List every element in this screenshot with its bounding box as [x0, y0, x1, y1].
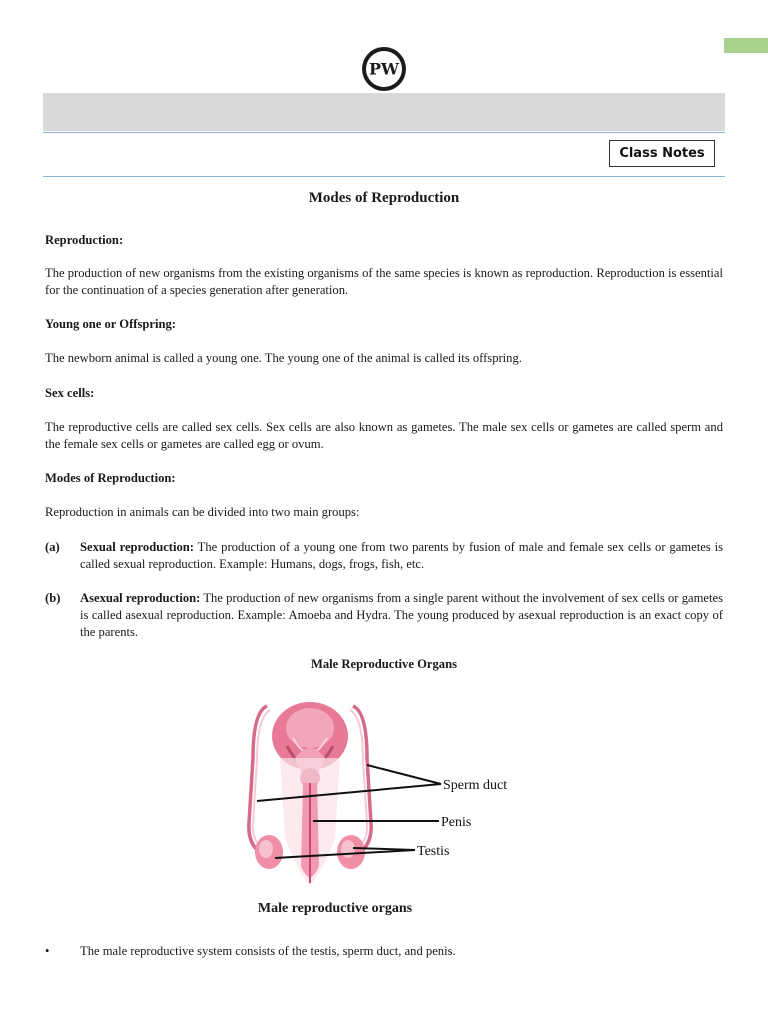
label-penis: Penis — [441, 815, 472, 830]
list-item-text — [80, 539, 723, 573]
definition-asexual-reproduction: The production of new organisms from a single parent without the involvement of sex cells or gametes is called asexual reproduction. Example: Amoeba and Hydra. The young produced by asexual reproduction is an exact copy of the parents. — [80, 591, 723, 639]
figure-title: Male Reproductive Organs — [311, 657, 457, 671]
logo-text: PW — [369, 59, 399, 79]
definition-sexual-reproduction: The production of a young one from two parents by fusion of male and female sex cells or gametes is called sexual reproduction. Example: Humans, dogs, frogs, fish, etc. — [80, 540, 723, 571]
class-notes-badge: Class Notes — [609, 140, 715, 167]
pw-logo — [361, 46, 407, 92]
term-asexual-reproduction: Asexual reproduction: — [80, 591, 201, 605]
label-testis: Testis — [417, 844, 450, 859]
para-reproduction: The production of new organisms from the existing organisms of the same species is known as reproduction. Reproduction is essential for the continuation of a species generation after generation. — [45, 266, 723, 297]
label-sperm-duct: Sperm duct — [443, 778, 508, 793]
header-rule-top — [43, 132, 725, 133]
para-sex-cells: The reproductive cells are called sex cells. Sex cells are also known as gametes. The male sex cells or gametes are called sperm and the female sex cells or gametes are called egg or ovum. — [45, 420, 723, 451]
heading-modes: Modes of Reproduction: — [45, 471, 176, 485]
term-sexual-reproduction: Sexual reproduction: — [80, 540, 194, 554]
bullet-text: The male reproductive system consists of the testis, sperm duct, and penis. — [80, 944, 456, 958]
figure-caption: Male reproductive organs — [257, 901, 413, 916]
para-young-one: The newborn animal is called a young one. The young one of the animal is called its offspring. — [45, 351, 522, 365]
bullet-symbol: • — [45, 944, 50, 958]
corner-tab — [724, 38, 768, 53]
document-title: Modes of Reproduction — [308, 190, 460, 206]
organ-illustration — [249, 702, 371, 886]
para-modes: Reproduction in animals can be divided into two main groups: — [45, 505, 360, 519]
heading-young-one: Young one or Offspring: — [45, 317, 176, 331]
list-item-letter: (a) — [45, 540, 60, 554]
heading-reproduction: Reproduction: — [45, 233, 124, 247]
header-rule-bottom — [43, 176, 725, 177]
list-item-letter: (b) — [45, 591, 61, 605]
heading-sex-cells: Sex cells: — [45, 386, 95, 400]
male-reproductive-diagram — [235, 688, 535, 896]
list-item-text — [80, 590, 723, 641]
header-band — [43, 93, 725, 131]
